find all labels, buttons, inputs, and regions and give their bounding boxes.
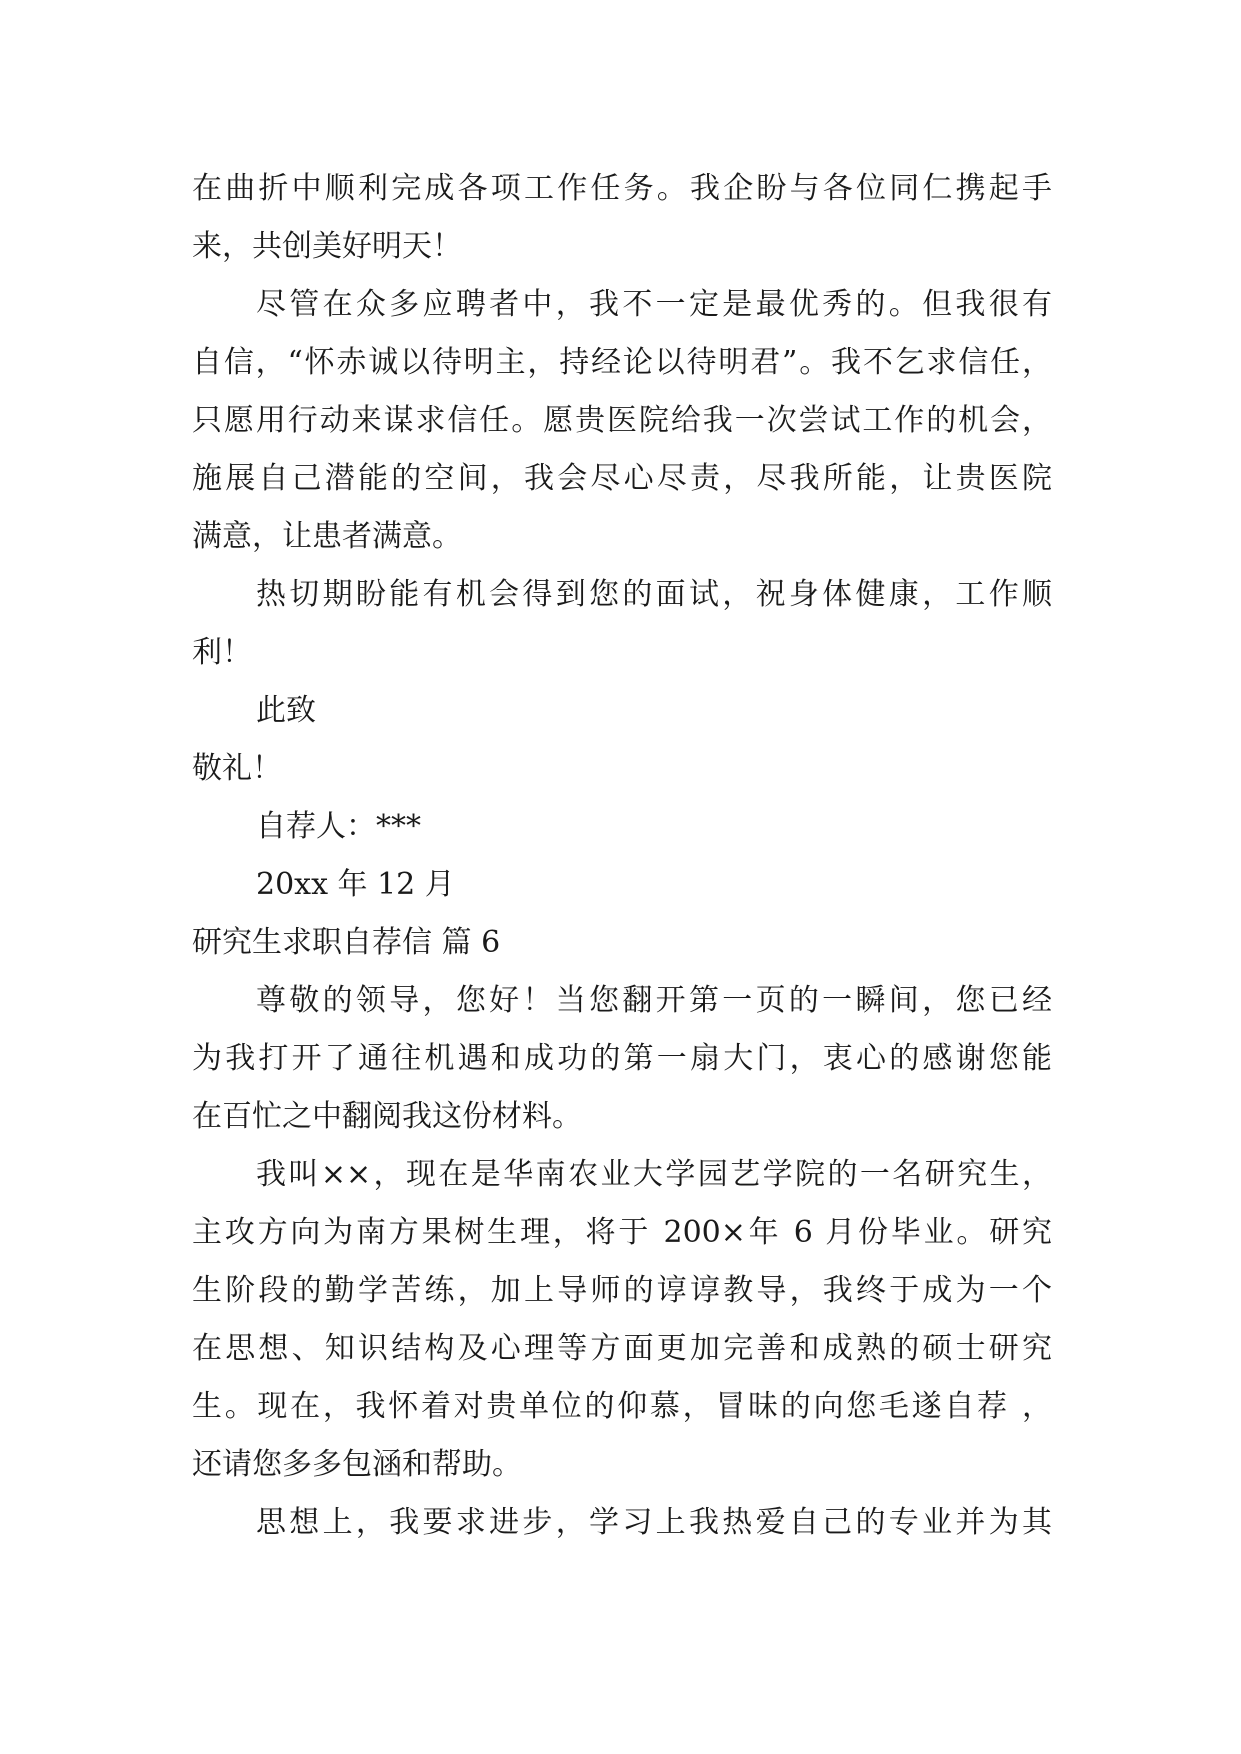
text-line: 敬礼！ xyxy=(192,751,282,786)
text-line: 只愿用行动来谋求信任。愿贵医院给我一次尝试工作的机会， xyxy=(192,403,1052,438)
text-line: 思想上，我要求进步，学习上我热爱自己的专业并为其 xyxy=(256,1505,1052,1540)
text-line: 主攻方向为南方果树生理，将于 200×年 6 月份毕业。研究 xyxy=(192,1215,1052,1250)
text-line: 来，共创美好明天！ xyxy=(192,229,462,264)
text-line: 尽管在众多应聘者中，我不一定是最优秀的。但我很有 xyxy=(256,287,1052,322)
text-line: 研究生求职自荐信 篇 6 xyxy=(192,925,501,960)
text-line: 在百忙之中翻阅我这份材料。 xyxy=(192,1099,582,1134)
document-page xyxy=(192,160,1052,1552)
text-line: 还请您多多包涵和帮助。 xyxy=(192,1447,522,1482)
text-line: 自信，“怀赤诚以待明主，持经论以待明君”。我不乞求信任， xyxy=(192,345,1052,380)
text-line: 自荐人：*** xyxy=(256,809,421,844)
text-line: 20xx 年 12 月 xyxy=(256,867,455,902)
text-line: 此致 xyxy=(256,693,316,728)
text-line: 为我打开了通往机遇和成功的第一扇大门，衷心的感谢您能 xyxy=(192,1041,1052,1076)
text-line: 在思想、知识结构及心理等方面更加完善和成熟的硕士研究 xyxy=(192,1331,1052,1366)
text-line: 满意，让患者满意。 xyxy=(192,519,462,554)
text-line: 尊敬的领导，您好！当您翻开第一页的一瞬间，您已经 xyxy=(256,983,1052,1018)
text-line: 生阶段的勤学苦练，加上导师的谆谆教导，我终于成为一个 xyxy=(192,1273,1052,1308)
text-line: 利！ xyxy=(192,635,252,670)
text-line: 施展自己潜能的空间，我会尽心尽责，尽我所能，让贵医院 xyxy=(192,461,1052,496)
text-line: 热切期盼能有机会得到您的面试，祝身体健康，工作顺 xyxy=(256,577,1052,612)
text-line: 我叫××，现在是华南农业大学园艺学院的一名研究生， xyxy=(256,1157,1052,1192)
text-line: 生。现在，我怀着对贵单位的仰慕，冒昧的向您毛遂自荐 ， xyxy=(192,1389,1052,1424)
text-line: 在曲折中顺利完成各项工作任务。我企盼与各位同仁携起手 xyxy=(192,171,1052,206)
